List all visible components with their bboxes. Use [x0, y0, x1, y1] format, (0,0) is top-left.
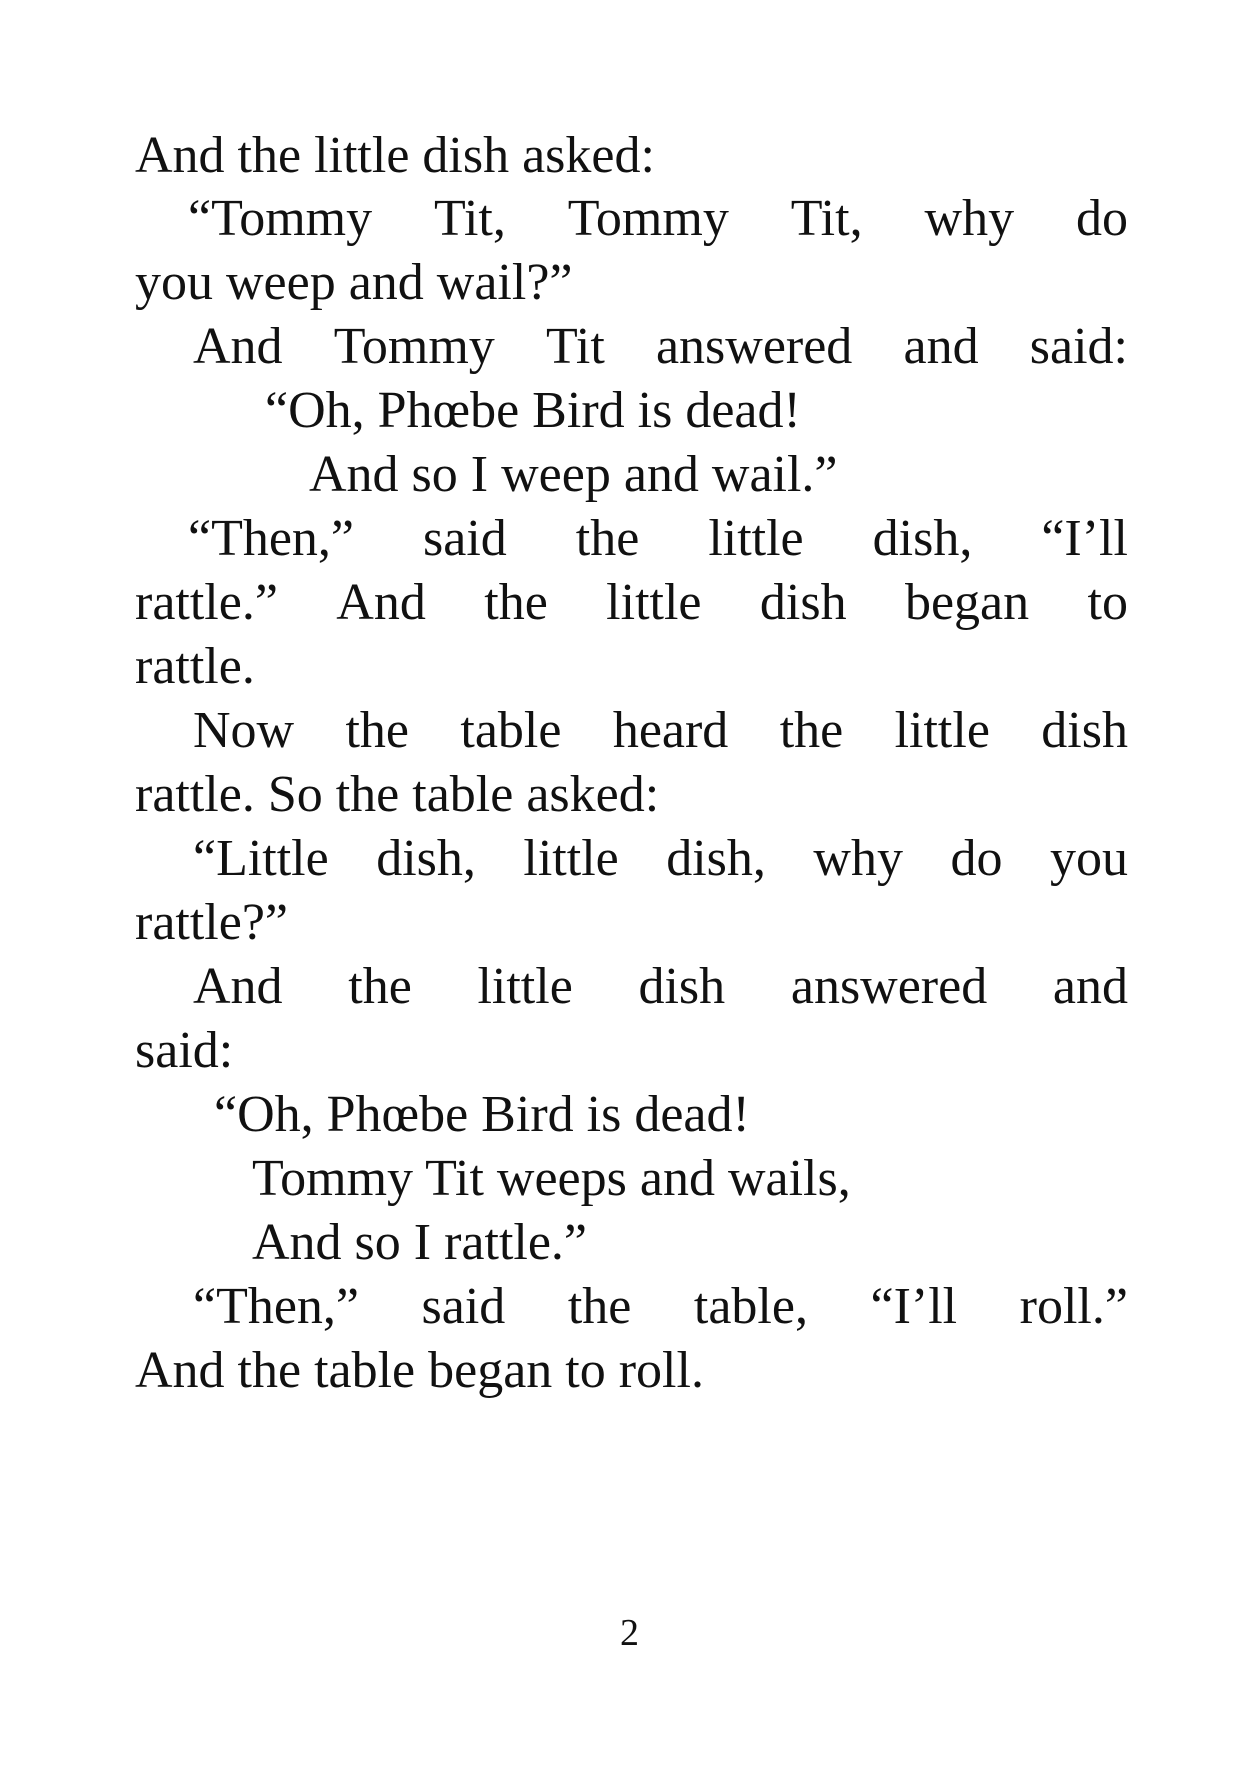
word: “Then,”: [193, 1278, 360, 1335]
word: dish,: [872, 510, 973, 567]
word: the: [345, 702, 410, 759]
word: why: [813, 830, 903, 887]
word: answered: [655, 318, 853, 375]
word: dish,: [666, 830, 766, 887]
word: “I’ll: [870, 1278, 958, 1335]
word: Tit,: [790, 190, 863, 247]
verse-line: “Oh, Phœbe Bird is dead!: [214, 1086, 750, 1143]
word: to: [1087, 574, 1128, 631]
word: “Tommy: [188, 190, 373, 247]
word: began: [904, 574, 1030, 631]
word: little: [708, 510, 804, 567]
text-line: [193, 311, 1128, 383]
text-line: [193, 695, 1128, 767]
word: said:: [1029, 318, 1128, 375]
text-line: [188, 503, 1128, 575]
word: table,: [693, 1278, 808, 1335]
text-line: And the little dish asked:: [135, 127, 655, 184]
word: the: [567, 1278, 632, 1335]
page-number: 2: [620, 1612, 639, 1654]
word: dish: [1041, 702, 1128, 759]
text-line: [188, 183, 1128, 255]
word: “I’ll: [1041, 510, 1128, 567]
word: Tommy: [333, 318, 495, 375]
word: Now: [193, 702, 295, 759]
verse-line: And so I rattle.”: [252, 1214, 588, 1271]
word: dish: [638, 958, 726, 1015]
text-line: rattle?”: [135, 894, 288, 951]
word: and: [903, 318, 979, 375]
verse-line: Tommy Tit weeps and wails,: [252, 1150, 851, 1207]
word: you: [1049, 830, 1128, 887]
word: Tit: [545, 318, 605, 375]
text-line: [193, 951, 1128, 1023]
word: table: [460, 702, 562, 759]
word: Tit,: [434, 190, 506, 247]
word: “Then,”: [188, 510, 355, 567]
word: And: [193, 318, 283, 375]
word: and: [1052, 958, 1128, 1015]
word: heard: [612, 702, 729, 759]
text-line: rattle.: [135, 638, 255, 695]
word: little: [606, 574, 702, 631]
verse-line: And so I weep and wail.”: [309, 446, 838, 503]
word: do: [950, 830, 1003, 887]
text-line: rattle. So the table asked:: [135, 766, 660, 823]
word: the: [484, 574, 548, 631]
word: the: [779, 702, 844, 759]
word: And: [193, 958, 283, 1015]
word: said: [423, 510, 507, 567]
word: said: [421, 1278, 506, 1335]
text-line: [135, 567, 1128, 639]
word: little: [894, 702, 990, 759]
word: “Little: [193, 830, 329, 887]
word: the: [575, 510, 640, 567]
word: little: [523, 830, 619, 887]
word: why: [924, 190, 1015, 247]
word: do: [1076, 190, 1128, 247]
word: dish: [759, 574, 847, 631]
word: And: [336, 574, 426, 631]
word: the: [348, 958, 412, 1015]
word: dish,: [376, 830, 476, 887]
text-line: And the table began to roll.: [135, 1342, 704, 1399]
text-line: said:: [135, 1022, 234, 1079]
text-line: you weep and wail?”: [135, 254, 573, 311]
text-line: [193, 1271, 1128, 1343]
text-line: [193, 823, 1128, 895]
word: rattle.”: [135, 574, 278, 631]
word: little: [477, 958, 573, 1015]
word: Tommy: [567, 190, 729, 247]
word: answered: [790, 958, 988, 1015]
verse-line: “Oh, Phœbe Bird is dead!: [265, 382, 801, 439]
word: roll.”: [1019, 1278, 1128, 1335]
